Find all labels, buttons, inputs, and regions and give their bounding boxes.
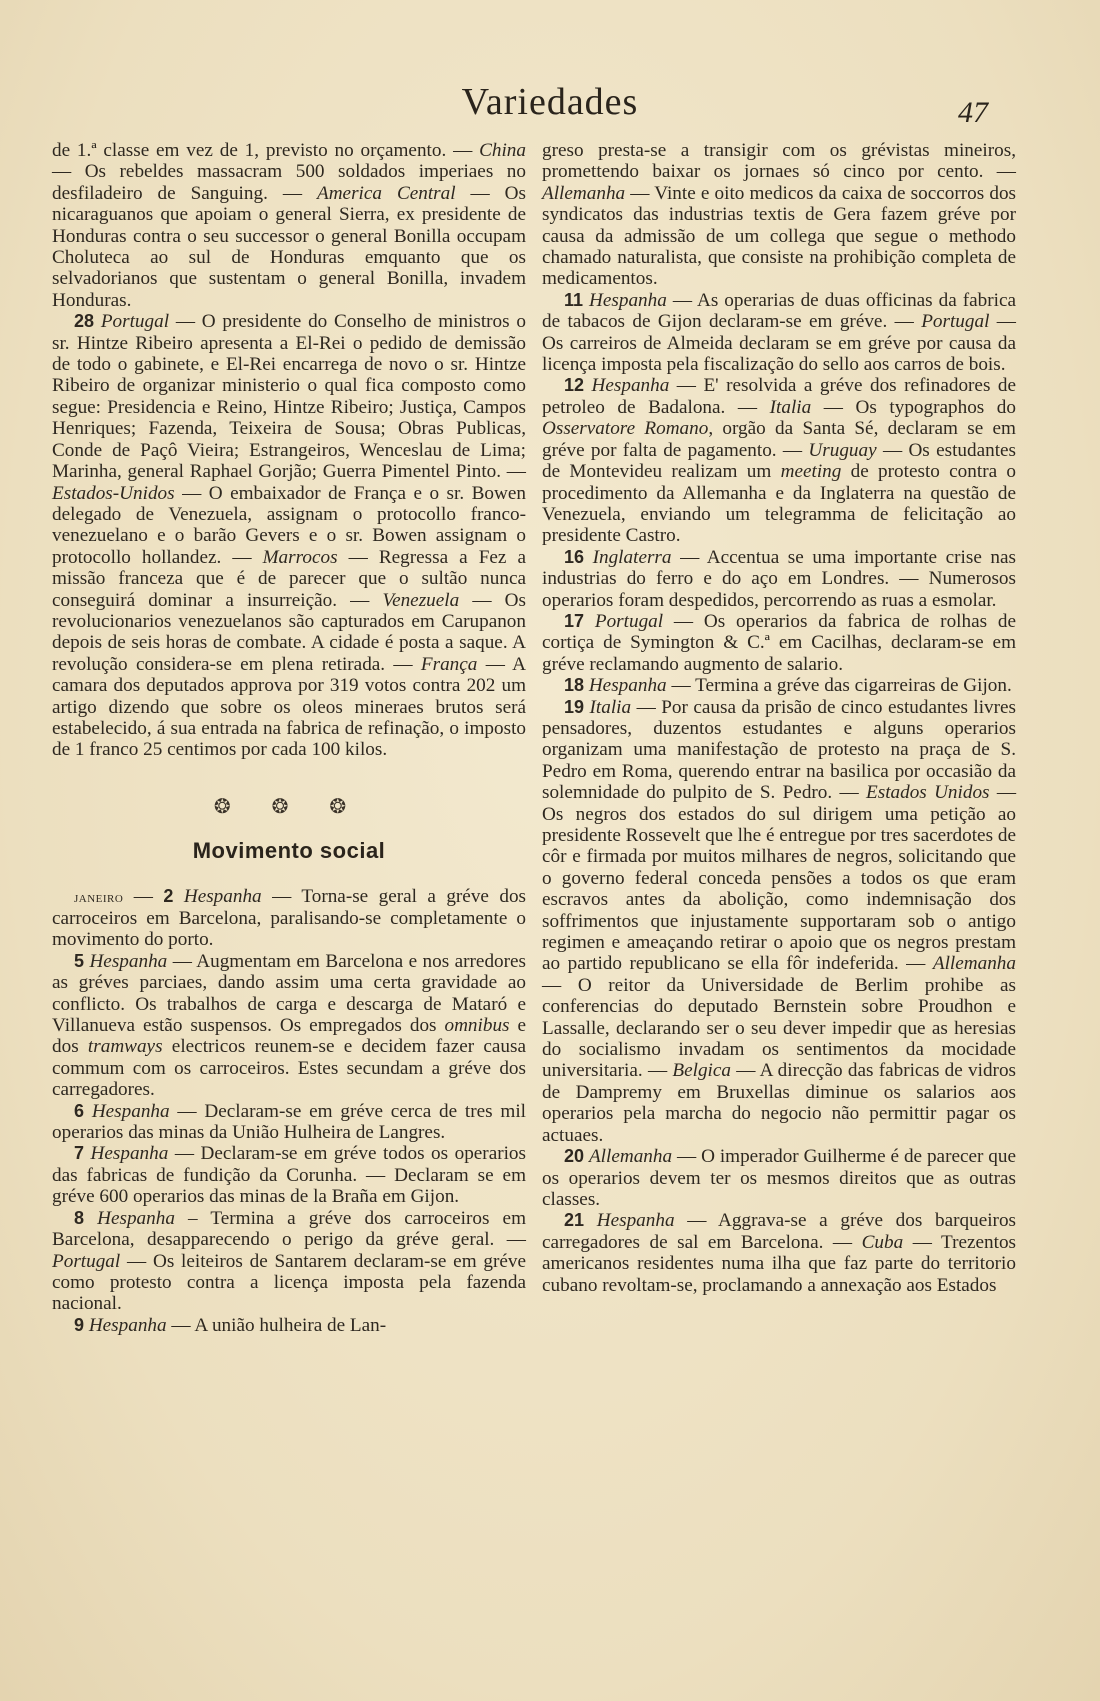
- country-name: Estados Unidos: [866, 782, 990, 804]
- paragraph: [542, 697, 1016, 1147]
- country-name: Italia: [769, 396, 812, 418]
- paragraph: [542, 1210, 1016, 1296]
- italic-term: meeting: [780, 461, 842, 483]
- country-name: Allemanha: [542, 182, 626, 204]
- page-title: Variedades: [461, 81, 639, 123]
- text: electricos reunem-se e decidem fazer causa commum com os carroceiros. Estes secundam a gréve dos carregadores.: [52, 1036, 526, 1101]
- date-number: 6: [74, 1100, 85, 1121]
- text: — Os carreiros de Almeida declaram se em gréve por causa da licença imposta pela fiscalização do sello aos carros de bois.: [542, 311, 1016, 376]
- country-name: Estados-Unidos: [52, 482, 175, 504]
- month-label: janeiro: [74, 888, 124, 906]
- text: — Accentua se uma importante crise nas industrias do ferro e do aço em Londres. — Numerosos operarios foram despedidos, percorrendo as ruas a esmolar.: [542, 546, 1016, 611]
- country-name: Portugal: [52, 1250, 121, 1272]
- country-name: Belgica: [672, 1060, 731, 1082]
- text: de 1.ª classe em vez de 1, previsto no orçamento. —: [52, 140, 480, 161]
- text: — Os revolucionarios venezuelanos são capturados em Carupanon depois de seis horas de combate. A cidade é posta a saque. A revolução considera-se em plena retirada. —: [52, 589, 527, 675]
- text: — Aggrava-se a gréve dos barqueiros carregadores de sal em Barcelona. —: [542, 1210, 1017, 1253]
- date-number: 8: [74, 1207, 85, 1228]
- left-column: [52, 140, 526, 1336]
- date-number: 2: [163, 885, 174, 906]
- text: — E' resolvida a gréve dos refinadores de petroleo de Badalona. —: [542, 375, 1017, 418]
- country-name: Hespanha: [89, 950, 168, 972]
- paragraph: [542, 547, 1016, 611]
- text: — Regressa a Fez a missão franceza que é de parecer que o sultão nunca conseguirá dominar a insurreição. —: [52, 546, 526, 611]
- date-number: 21: [564, 1210, 585, 1231]
- country-name: Venezuela: [382, 589, 460, 611]
- text: — O embaixador de França e o sr. Bowen delegado de Venezuela, assignam o protocollo franco-venezuelano e o barão Gevers e o sr. Bowen assignam o protocollo hollandez. —: [52, 482, 526, 568]
- text: — Declaram-se em gréve cerca de tres mil operarios das minas da União Hulheira de Langres.: [52, 1100, 526, 1144]
- country-name: America Central: [316, 182, 456, 204]
- text: — Vinte e oito medicos da caixa de soccorros dos syndicatos das industrias textis de Gera fazem gréve por causa da admissão de um collega que segue o methodo chamado naturalista, que consiste na prohibição completa de medicamentos.: [542, 182, 1016, 290]
- text: — Por causa da prisão de cinco estudantes livres pensadores, duzentos estudantes e alguns operarios organizam uma manifestação de protesto na praça de S. Pedro em Roma, querendo entrar na basilica por occasião da solemnidade do pulpito de S. Pedro. —: [542, 696, 1017, 804]
- paragraph: [52, 311, 526, 761]
- right-column: [542, 140, 1016, 1296]
- date-number: 12: [564, 375, 585, 396]
- paragraph: [542, 290, 1016, 376]
- country-name: Hespanha: [591, 375, 670, 397]
- text: — O reitor da Universidade de Berlim prohibe as conferencias do deputado Bernstein sobre Proudhon e Lassalle, declarando ser o seu dever impedir que as heresias do socialismo invadam os sentimentos da mocidade universitaria. —: [542, 974, 1016, 1082]
- text: — Os nicaraguanos que apoiam o general Sierra, ex presidente de Honduras contra o seu successor o general Bonilla occupam Choluteca ao sul de Honduras emquanto que os selvadorianos que sustentam o general Bonilla, invadem Honduras.: [52, 182, 526, 311]
- country-name: França: [420, 653, 478, 675]
- date-number: 17: [564, 610, 585, 631]
- country-name: Hespanha: [88, 1314, 167, 1336]
- paragraph: [542, 1146, 1016, 1210]
- paragraph: [52, 1101, 526, 1144]
- date-number: 7: [74, 1143, 85, 1164]
- country-name: Hespanha: [596, 1210, 675, 1232]
- text: greso presta-se a transigir com os grévistas mineiros, promettendo baixar os jornaes só cinco por cento. —: [542, 140, 1016, 183]
- country-name: Hespanha: [183, 885, 262, 907]
- date-number: 11: [564, 289, 584, 310]
- paragraph: [542, 140, 1016, 290]
- text: — Os rebeldes massacram 500 soldados imperiaes no desfiladeiro de Sanguing. —: [52, 161, 526, 204]
- text: — A direcção das fabricas de vidros de Dampremy em Bruxellas diminue os salarios aos operarios pela marcha do negocio não permittir pagar os actuaes.: [542, 1060, 1017, 1146]
- paragraph: [52, 1315, 526, 1336]
- country-name: Hespanha: [91, 1100, 170, 1122]
- text: — O imperador Guilherme é de parecer que os operarios devem ter os mesmos direitos que as outras classes.: [542, 1146, 1017, 1210]
- text: — Torna-se geral a gréve dos carroceiros em Barcelona, paralisando-se completamente o movimento do porto.: [52, 885, 527, 951]
- page-number: 47: [958, 96, 988, 129]
- country-name: Portugal: [100, 311, 170, 333]
- text: — Termina a gréve das cigarreiras de Gijon.: [666, 675, 1012, 697]
- italic-term: tramways: [87, 1036, 163, 1058]
- ornament-divider: ❂ ❂ ❂: [213, 795, 365, 818]
- date-number: 5: [74, 950, 85, 971]
- paragraph: [542, 675, 1016, 696]
- text: e dos: [52, 1015, 526, 1058]
- italic-term: omnibus: [444, 1015, 510, 1037]
- country-name: Portugal: [921, 311, 990, 333]
- paragraph: [52, 1208, 526, 1315]
- country-name: Hespanha: [97, 1207, 175, 1229]
- text: — As operarias de duas officinas da fabrica de tabacos de Gijon declaram-se em gréve. —: [542, 289, 1016, 333]
- paragraph: [52, 1143, 526, 1207]
- paragraph: [52, 951, 526, 1101]
- text: — A união hulheira de Lan-: [166, 1314, 387, 1336]
- date-number: 18: [564, 675, 585, 696]
- country-name: Portugal: [594, 610, 664, 632]
- country-name: Allemanha: [932, 953, 1016, 975]
- date-number: 19: [564, 696, 585, 717]
- text: — Os negros dos estados do sul dirigem uma petição ao presidente Rossevelt que lhe é entregue por tres sacerdotes de côr e firmada por muitos milhares de negros, solicitando que o governo federal conceda pensões a todos os que eram escravos antes da abolição, como indemnisação dos soffrimentos que injustamente supportaram sob o antigo regimen e ameaçando retirar o apoio que os negros prestam ao partido republicano se ella fôr indeferida. —: [542, 782, 1017, 975]
- paragraph: janeiro — 2 Hespanha — Torna-se geral a gréve dos carroceiros em Barcelona, paralisando-se completamente o movimento do porto.: [52, 885, 527, 951]
- text: — Declaram-se em gréve todos os operarios das fabricas de fundição da Corunha. — Declaram se em gréve 600 operarios das minas de la Braña em Gijon.: [52, 1143, 526, 1208]
- text: — Os leiteiros de Santarem declaram-se em gréve como protesto contra a licença imposta pela fazenda nacional.: [52, 1250, 526, 1315]
- text: — Os estudantes de Montevideu realizam um: [542, 439, 1017, 483]
- date-number: 28: [74, 311, 95, 332]
- paragraph: [542, 611, 1016, 675]
- text: , orgão da Santa Sé, declaram se em gréve por falta de pagamento. —: [542, 418, 1016, 461]
- paragraph: [52, 140, 526, 311]
- text: — Os typographos do: [811, 396, 1016, 418]
- date-number: 16: [564, 546, 585, 567]
- italic-term: Osservatore Romano: [542, 418, 709, 440]
- country-name: Hespanha: [90, 1143, 169, 1165]
- text: — Augmentam em Barcelona e nos arredores as gréves parciaes, dando assim uma certa gravidade ao conflicto. Os trabalhos de carga e descarga de Mataró e Villanueva estão suspensos. Os empregados dos: [52, 950, 527, 1037]
- country-name: Allemanha: [588, 1146, 673, 1168]
- country-name: Cuba: [861, 1231, 904, 1253]
- paragraph: [542, 375, 1016, 546]
- country-name: Italia: [589, 696, 632, 718]
- text: – Termina a gréve dos carroceiros em Barcelona, desapparecendo o perigo da gréve geral. —: [52, 1207, 527, 1251]
- date-number: 9: [74, 1314, 85, 1335]
- section-title: Movimento social: [192, 838, 386, 864]
- country-name: Marrocos: [262, 546, 338, 568]
- country-name: Hespanha: [589, 289, 667, 311]
- text: — A camara dos deputados approva por 319 votos contra 202 um artigo dizendo que sobre os oleos mineraes brutos será estabelecido, á sua entrada na fabrica de refinação, o imposto de 1 franco 25 centimos por cada 100 kilos.: [52, 653, 526, 761]
- text: — Trezentos americanos residentes numa ilha que faz parte do territorio cubano revoltam-se, proclamando a annexação aos Estados: [542, 1231, 1017, 1296]
- country-name: Hespanha: [588, 675, 667, 697]
- country-name: China: [479, 140, 526, 161]
- country-name: Inglaterra: [592, 546, 672, 568]
- date-number: 20: [564, 1146, 585, 1167]
- text: — O presidente do Conselho de ministros o sr. Hintze Ribeiro apresenta a El-Rei o pedido de demissão de todo o gabinete, e El-Rei encarrega de novo o sr. Hintze Ribeiro de organizar ministerio o qual fica composto como segue: Presidencia e Reino, Hintze Ribeiro; Justiça, Campos Henriques; Fazenda, Teixeira de Sousa; Obras Publicas, Conde de Paçô Vieira; Estrangeiros, Wenceslau de Lima; Marinha, general Raphael Gorjão; Guerra Pimentel Pinto. —: [52, 311, 526, 483]
- text: — Os operarios da fabrica de rolhas de cortiça de Symington & C.ª em Cacilhas, declaram-se em gréve reclamando augmento de salario.: [542, 610, 1016, 675]
- country-name: Uruguay: [808, 439, 877, 461]
- text: de protesto contra o procedimento da Allemanha e da Inglaterra na questão de Venezuela, enviando um telegramma de felicitação ao presidente Castro.: [542, 461, 1016, 547]
